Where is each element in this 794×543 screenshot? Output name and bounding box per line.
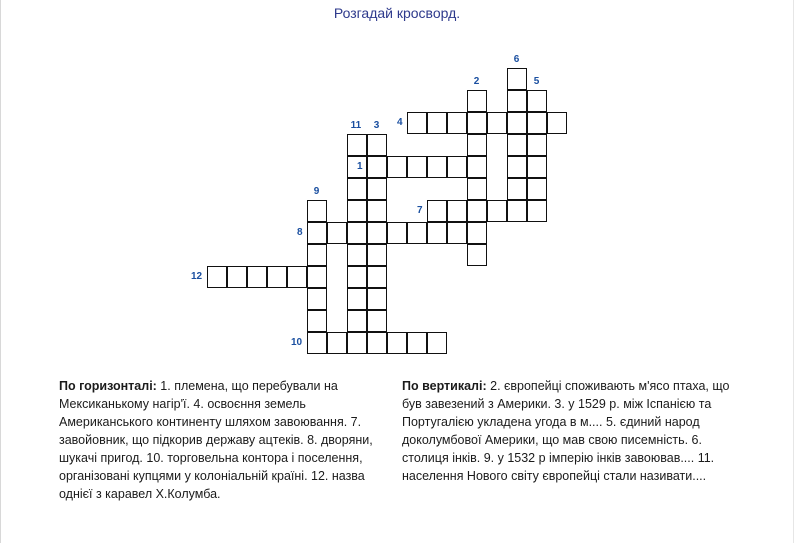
crossword-cell (427, 332, 447, 354)
crossword-cell (467, 134, 487, 156)
clue-number-9: 9 (313, 186, 320, 197)
crossword-cell (287, 266, 307, 288)
clue-number-7: 7 (417, 205, 423, 216)
clue-number-12: 12 (191, 271, 203, 282)
crossword-cell (307, 222, 327, 244)
crossword-cell (347, 288, 367, 310)
crossword-cell (467, 156, 487, 178)
crossword-cell (347, 178, 367, 200)
crossword-cell (387, 222, 407, 244)
crossword-cell (427, 222, 447, 244)
crossword-cell (367, 178, 387, 200)
crossword-cell (387, 332, 407, 354)
clues-vertical-heading: По вертикалі: (402, 379, 487, 393)
crossword-cell (367, 288, 387, 310)
clue-number-5: 5 (533, 76, 540, 87)
crossword-cell (347, 222, 367, 244)
crossword-cell (247, 266, 267, 288)
clues-horizontal-heading: По горизонталі: (59, 379, 157, 393)
crossword-cell (407, 222, 427, 244)
crossword-cell (527, 90, 547, 112)
crossword-cell (447, 200, 467, 222)
crossword-cell (507, 112, 527, 134)
clue-number-10: 10 (291, 337, 303, 348)
crossword-cell (467, 112, 487, 134)
crossword-cell (347, 134, 367, 156)
clues-horizontal (59, 377, 377, 503)
crossword-cell (527, 178, 547, 200)
crossword-cell (367, 244, 387, 266)
crossword-cell (367, 310, 387, 332)
crossword-cell (407, 156, 427, 178)
crossword-cell (427, 112, 447, 134)
crossword-cell (447, 112, 467, 134)
crossword-cell (307, 332, 327, 354)
crossword-cell (467, 244, 487, 266)
crossword-cell (527, 200, 547, 222)
crossword-cell (207, 266, 227, 288)
crossword-cell (427, 156, 447, 178)
crossword-cell (507, 200, 527, 222)
crossword-cell (367, 200, 387, 222)
crossword-cell (307, 288, 327, 310)
page-title: Розгадай кросворд. (333, 5, 461, 21)
crossword-cell (547, 112, 567, 134)
crossword-cell (527, 112, 547, 134)
clues-vertical-text: 2. європейці споживають м'ясо птаха, що був завезений з Америки. 3. у 1529 р. між Іспанією та Португалією укладена угода в м.... 5. єдиний народ доколумбової Америки, що мав свою писемність. 6. столиця інків. 9. у 1532 р імперію інків завоював.... 11. населення Нового світу європейці стали називати.... (402, 379, 730, 483)
clues-horizontal-text: 1. племена, що перебували на Мексиканькому нагір'ї. 4. освоєння земель Американського континенту шляхом завоювання. 7. завойовник, що підкорив державу ацтеків. 8. дворяни, шукачі пригод. 10. торговельна контора і поселення, організовані купцями у колоніальній країні. 12. назва однієї з каравел Х.Колумба. (59, 379, 373, 501)
crossword-cell (307, 266, 327, 288)
crossword-cell (327, 332, 347, 354)
crossword-cell (507, 156, 527, 178)
crossword-cell (507, 90, 527, 112)
crossword-cell (507, 68, 527, 90)
crossword-cell (467, 178, 487, 200)
crossword-cell (307, 200, 327, 222)
crossword-cell (507, 178, 527, 200)
clue-number-3: 3 (373, 120, 380, 131)
crossword-cell (367, 156, 387, 178)
crossword-cell (347, 310, 367, 332)
crossword-cell (467, 90, 487, 112)
clues-vertical (402, 377, 746, 485)
crossword-cell (367, 134, 387, 156)
clue-number-11: 11 (350, 120, 362, 131)
crossword-cell (427, 200, 447, 222)
crossword-cell (467, 222, 487, 244)
crossword-cell (387, 156, 407, 178)
crossword-cell (447, 222, 467, 244)
crossword-cell (367, 266, 387, 288)
crossword-cell (447, 156, 467, 178)
crossword-cell (487, 200, 507, 222)
clue-number-2: 2 (473, 76, 480, 87)
crossword-cell (267, 266, 287, 288)
crossword-cell (347, 266, 367, 288)
clue-number-4: 4 (397, 117, 403, 128)
crossword-cell (507, 134, 527, 156)
crossword-cell (407, 332, 427, 354)
clue-number-1: 1 (357, 161, 363, 172)
crossword-cell (307, 310, 327, 332)
crossword-cell (407, 112, 427, 134)
crossword-cell (347, 200, 367, 222)
crossword-cell (527, 156, 547, 178)
crossword-cell (487, 112, 507, 134)
clue-number-6: 6 (513, 54, 520, 65)
crossword-cell (467, 200, 487, 222)
crossword-cell (367, 332, 387, 354)
crossword-cell (367, 222, 387, 244)
crossword-cell (347, 332, 367, 354)
crossword-cell (527, 134, 547, 156)
crossword-cell (227, 266, 247, 288)
crossword-cell (307, 244, 327, 266)
crossword-cell (347, 244, 367, 266)
clue-number-8: 8 (297, 227, 303, 238)
crossword-cell (327, 222, 347, 244)
